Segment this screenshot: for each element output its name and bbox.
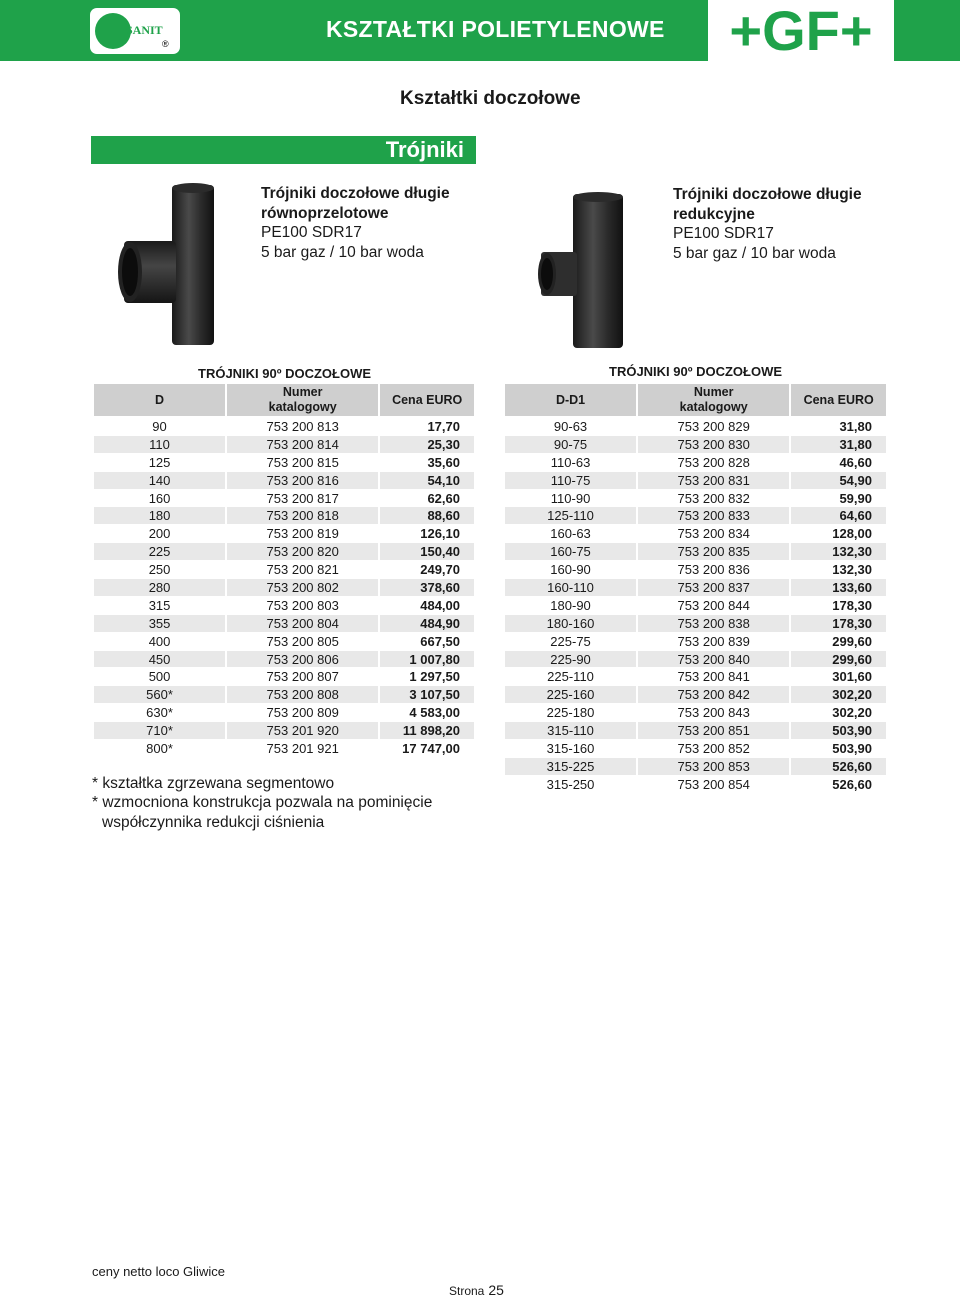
cell-dimension: 160-110 (505, 579, 636, 597)
header-title: KSZTAŁTKI POLIETYLENOWE (326, 16, 665, 42)
table-row (94, 436, 474, 454)
column-header-price: Cena EURO (380, 384, 474, 418)
cell-price: 503,90 (791, 740, 886, 758)
footnote-reinforced: * wzmocniona konstrukcja pozwala na pominięcie (92, 794, 433, 811)
cell-catalog-number: 753 200 836 (638, 561, 789, 579)
table-row (94, 561, 474, 579)
cell-dimension: 450 (94, 651, 225, 669)
cell-dimension: 180-90 (505, 597, 636, 615)
table-row (94, 704, 474, 722)
cell-price: 35,60 (380, 454, 474, 472)
cell-price: 301,60 (791, 668, 886, 686)
product-material: PE100 SDR17 (673, 225, 774, 242)
cell-price: 378,60 (380, 579, 474, 597)
header-catalog-line2: katalogowy (679, 400, 748, 414)
product-pressure: 5 bar gaz / 10 bar woda (673, 244, 836, 262)
table-row (505, 525, 886, 543)
cell-price: 128,00 (791, 525, 886, 543)
cell-catalog-number: 753 200 806 (227, 651, 378, 669)
table-row (94, 668, 474, 686)
table-row (505, 686, 886, 704)
cell-catalog-number: 753 200 829 (638, 418, 789, 436)
table-row (505, 490, 886, 508)
cell-dimension: 140 (94, 472, 225, 490)
cell-catalog-number: 753 200 818 (227, 507, 378, 525)
cell-catalog-number: 753 200 813 (227, 418, 378, 436)
cell-catalog-number: 753 200 835 (638, 543, 789, 561)
table-row (505, 507, 886, 525)
cell-catalog-number: 753 200 802 (227, 579, 378, 597)
cell-catalog-number: 753 200 833 (638, 507, 789, 525)
column-header-d-d1: D-D1 (505, 384, 636, 418)
price-table-reducing (503, 384, 888, 794)
table-row (505, 615, 886, 633)
cell-price: 1 297,50 (380, 668, 474, 686)
page-subtitle: Kształtki doczołowe (400, 88, 581, 109)
cell-dimension: 315-250 (505, 776, 636, 794)
cell-dimension: 315-225 (505, 758, 636, 776)
product-title-line2: redukcyjne (673, 205, 755, 223)
product-pressure: 5 bar gaz / 10 bar woda (261, 243, 424, 261)
cell-catalog-number: 753 200 844 (638, 597, 789, 615)
cell-catalog-number: 753 200 830 (638, 436, 789, 454)
cell-catalog-number: 753 200 808 (227, 686, 378, 704)
cell-price: 31,80 (791, 436, 886, 454)
cell-dimension: 125-110 (505, 507, 636, 525)
table-row (505, 758, 886, 776)
table-row (94, 490, 474, 508)
table-row (505, 722, 886, 740)
cell-catalog-number: 753 200 837 (638, 579, 789, 597)
cell-dimension: 280 (94, 579, 225, 597)
pricing-note: ceny netto loco Gliwice (92, 1264, 225, 1279)
product-description-equal (261, 184, 450, 262)
cell-dimension: 90 (94, 418, 225, 436)
table-left-title: TRÓJNIKI 90º DOCZOŁOWE (198, 366, 372, 381)
cell-dimension: 110-90 (505, 490, 636, 508)
cell-catalog-number: 753 200 828 (638, 454, 789, 472)
cell-price: 150,40 (380, 543, 474, 561)
cell-price: 133,60 (791, 579, 886, 597)
cell-dimension: 225-90 (505, 651, 636, 669)
cell-dimension: 90-75 (505, 436, 636, 454)
cell-dimension: 225-110 (505, 668, 636, 686)
table-right-title: TRÓJNIKI 90º DOCZOŁOWE (609, 364, 783, 379)
table-row (94, 740, 474, 758)
price-table-equal (92, 384, 476, 758)
cell-catalog-number: 753 200 839 (638, 633, 789, 651)
cell-dimension: 110-63 (505, 454, 636, 472)
cell-catalog-number: 753 200 817 (227, 490, 378, 508)
table-row (94, 597, 474, 615)
cell-catalog-number: 753 200 852 (638, 740, 789, 758)
table-row (505, 418, 886, 436)
cell-catalog-number: 753 200 841 (638, 668, 789, 686)
table-row (94, 722, 474, 740)
cell-catalog-number: 753 201 921 (227, 740, 378, 758)
gf-logo-text: +GF+ (729, 0, 873, 62)
table-row (505, 633, 886, 651)
cell-price: 3 107,50 (380, 686, 474, 704)
header-bar (0, 0, 708, 61)
table-row (94, 579, 474, 597)
cell-dimension: 160-90 (505, 561, 636, 579)
cell-price: 178,30 (791, 615, 886, 633)
cell-dimension: 250 (94, 561, 225, 579)
cell-catalog-number: 753 200 816 (227, 472, 378, 490)
column-header-catalog (638, 384, 789, 418)
cell-catalog-number: 753 200 834 (638, 525, 789, 543)
table-row (94, 454, 474, 472)
column-header-d: D (94, 384, 225, 418)
cell-price: 17,70 (380, 418, 474, 436)
cell-dimension: 315 (94, 597, 225, 615)
table-row (505, 776, 886, 794)
cell-catalog-number: 753 200 820 (227, 543, 378, 561)
cell-price: 17 747,00 (380, 740, 474, 758)
cell-price: 54,10 (380, 472, 474, 490)
cell-catalog-number: 753 200 831 (638, 472, 789, 490)
section-bar (91, 136, 476, 164)
cell-price: 299,60 (791, 633, 886, 651)
cell-price: 62,60 (380, 490, 474, 508)
cell-catalog-number: 753 200 804 (227, 615, 378, 633)
table-row (94, 507, 474, 525)
cell-dimension: 400 (94, 633, 225, 651)
sanit-logo (90, 8, 180, 54)
cell-catalog-number: 753 201 920 (227, 722, 378, 740)
cell-catalog-number: 753 200 815 (227, 454, 378, 472)
header-bar-right (894, 0, 960, 61)
cell-catalog-number: 753 200 854 (638, 776, 789, 794)
table-row (505, 579, 886, 597)
cell-price: 31,80 (791, 418, 886, 436)
cell-price: 4 583,00 (380, 704, 474, 722)
cell-price: 503,90 (791, 722, 886, 740)
cell-price: 11 898,20 (380, 722, 474, 740)
cell-dimension: 500 (94, 668, 225, 686)
header-catalog-line2: katalogowy (268, 400, 337, 414)
cell-catalog-number: 753 200 842 (638, 686, 789, 704)
cell-price: 1 007,80 (380, 651, 474, 669)
table-row (94, 472, 474, 490)
cell-dimension: 560* (94, 686, 225, 704)
brand-name: SANIT (126, 23, 163, 37)
table-row (505, 704, 886, 722)
cell-price: 526,60 (791, 776, 886, 794)
table-row (505, 651, 886, 669)
cell-price: 484,00 (380, 597, 474, 615)
cell-catalog-number: 753 200 840 (638, 651, 789, 669)
product-description-reducing (673, 185, 862, 263)
cell-price: 484,90 (380, 615, 474, 633)
cell-price: 526,60 (791, 758, 886, 776)
cell-dimension: 110 (94, 436, 225, 454)
page-label: Strona (449, 1284, 485, 1298)
cell-catalog-number: 753 200 803 (227, 597, 378, 615)
cell-catalog-number: 753 200 843 (638, 704, 789, 722)
cell-dimension: 315-110 (505, 722, 636, 740)
reducing-tee-fitting-icon (535, 190, 635, 350)
cell-price: 178,30 (791, 597, 886, 615)
cell-dimension: 200 (94, 525, 225, 543)
cell-catalog-number: 753 200 819 (227, 525, 378, 543)
page-number (449, 1282, 504, 1298)
cell-price: 64,60 (791, 507, 886, 525)
table-row (94, 651, 474, 669)
gf-logo (708, 0, 894, 61)
cell-dimension: 315-160 (505, 740, 636, 758)
registered-mark: ® (162, 39, 169, 49)
table-row (94, 686, 474, 704)
cell-catalog-number: 753 200 805 (227, 633, 378, 651)
cell-catalog-number: 753 200 814 (227, 436, 378, 454)
cell-dimension: 110-75 (505, 472, 636, 490)
table-row (505, 740, 886, 758)
cell-price: 88,60 (380, 507, 474, 525)
table-row (94, 418, 474, 436)
cell-price: 25,30 (380, 436, 474, 454)
footnote-reinforced-cont: współczynnika redukcji ciśnienia (102, 814, 325, 831)
cell-dimension: 90-63 (505, 418, 636, 436)
cell-dimension: 180 (94, 507, 225, 525)
product-title-line2: równoprzelotowe (261, 204, 389, 222)
cell-dimension: 710* (94, 722, 225, 740)
header-catalog-line1: Numer (693, 385, 734, 399)
page-number-value: 25 (488, 1282, 504, 1298)
table-row (505, 668, 886, 686)
cell-price: 249,70 (380, 561, 474, 579)
cell-price: 132,30 (791, 561, 886, 579)
table-row (94, 615, 474, 633)
cell-price: 302,20 (791, 704, 886, 722)
cell-dimension: 225-160 (505, 686, 636, 704)
cell-price: 59,90 (791, 490, 886, 508)
cell-price: 302,20 (791, 686, 886, 704)
cell-price: 54,90 (791, 472, 886, 490)
cell-dimension: 160-63 (505, 525, 636, 543)
cell-dimension: 160-75 (505, 543, 636, 561)
cell-catalog-number: 753 200 853 (638, 758, 789, 776)
cell-price: 132,30 (791, 543, 886, 561)
table-row (505, 454, 886, 472)
cell-dimension: 800* (94, 740, 225, 758)
column-header-catalog (227, 384, 378, 418)
cell-catalog-number: 753 200 851 (638, 722, 789, 740)
table-row (505, 436, 886, 454)
cell-dimension: 355 (94, 615, 225, 633)
cell-dimension: 160 (94, 490, 225, 508)
cell-dimension: 225-180 (505, 704, 636, 722)
cell-dimension: 630* (94, 704, 225, 722)
footnote-segment-welded: * kształtka zgrzewana segmentowo (92, 775, 335, 792)
table-row (94, 633, 474, 651)
cell-catalog-number: 753 200 821 (227, 561, 378, 579)
section-title: Trójniki (385, 137, 464, 162)
cell-price: 667,50 (380, 633, 474, 651)
cell-dimension: 225-75 (505, 633, 636, 651)
cell-catalog-number: 753 200 838 (638, 615, 789, 633)
cell-dimension: 180-160 (505, 615, 636, 633)
column-header-price: Cena EURO (791, 384, 886, 418)
table-row (505, 472, 886, 490)
cell-catalog-number: 753 200 832 (638, 490, 789, 508)
table-row (94, 543, 474, 561)
equal-tee-fitting-icon (112, 183, 222, 348)
product-title-line1: Trójniki doczołowe długie (673, 186, 862, 203)
cell-dimension: 225 (94, 543, 225, 561)
table-row (505, 597, 886, 615)
product-material: PE100 SDR17 (261, 224, 362, 241)
table-row (505, 561, 886, 579)
cell-price: 126,10 (380, 525, 474, 543)
cell-catalog-number: 753 200 807 (227, 668, 378, 686)
cell-catalog-number: 753 200 809 (227, 704, 378, 722)
product-title-line1: Trójniki doczołowe długie (261, 185, 450, 202)
cell-price: 299,60 (791, 651, 886, 669)
table-row (505, 543, 886, 561)
table-row (94, 525, 474, 543)
cell-price: 46,60 (791, 454, 886, 472)
header-catalog-line1: Numer (282, 385, 323, 399)
cell-dimension: 125 (94, 454, 225, 472)
